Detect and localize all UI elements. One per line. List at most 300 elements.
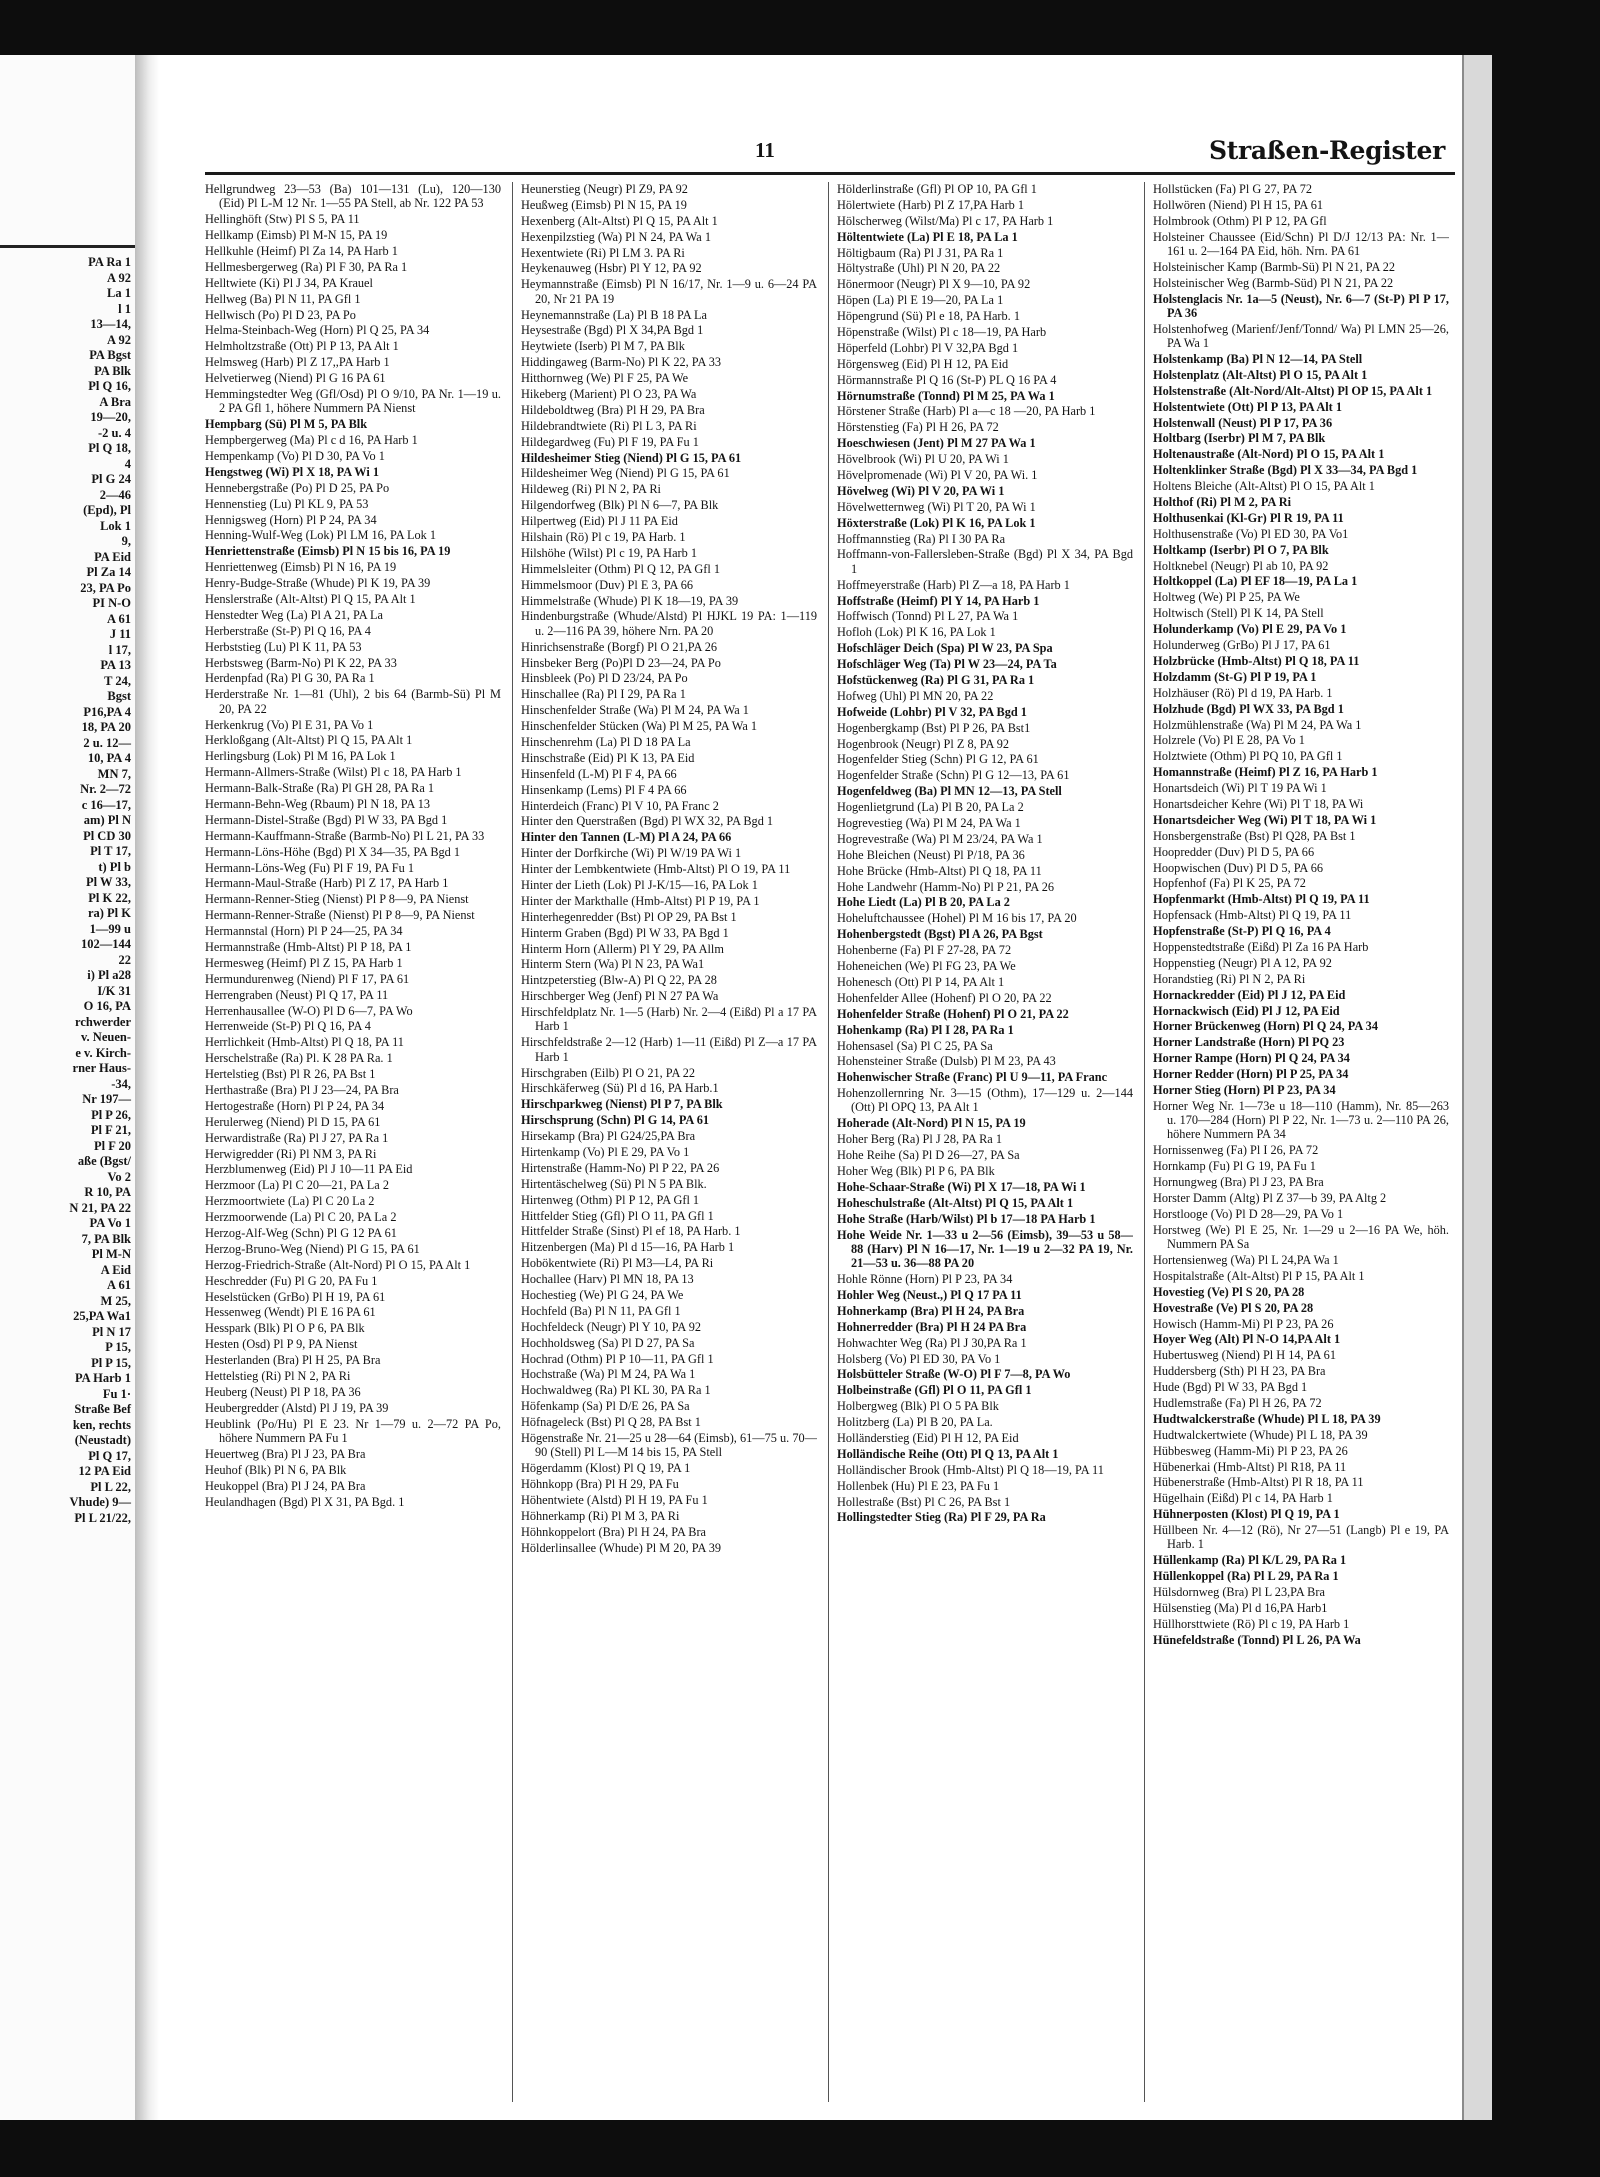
street-entry: Hoffmann-von-Fallersleben-Straße (Bgd) Pl X 34, PA Bgd 1 — [837, 547, 1133, 576]
street-entry: Henning-Wulf-Weg (Lok) Pl LM 16, PA Lok 1 — [205, 528, 436, 543]
street-entry: Hünefeldstraße (Tonnd) Pl L 26, PA Wa — [1153, 1632, 1361, 1647]
street-entry: Hertelstieg (Bst) Pl R 26, PA Bst 1 — [205, 1067, 376, 1082]
street-entry: Höfnageleck (Bst) Pl Q 28, PA Bst 1 — [521, 1415, 701, 1430]
street-entry: Holthof (Ri) Pl M 2, PA Ri — [1153, 495, 1292, 510]
street-entry: Horner Landstraße (Horn) Pl PQ 23 — [1153, 1035, 1345, 1050]
street-entry: Hüllbeen Nr. 4—12 (Rö), Nr 27—51 (Langb) Pl e 19, PA Harb. 1 — [1153, 1523, 1449, 1552]
street-entry: Hohler Weg (Neust.,) Pl Q 17 PA 11 — [837, 1287, 1022, 1302]
street-entry: Hellgrundweg 23—53 (Ba) 101—131 (Lu), 120—130 (Eid) Pl L-M 12 Nr. 1—55 PA Stell, ab Nr. 122 PA 53 — [205, 182, 501, 211]
fragment-line: i) Pl a28 — [87, 968, 131, 982]
fragment-line: 18, PA 20 — [81, 720, 131, 734]
fragment-line: PA Bgst — [89, 348, 131, 362]
street-entry: Hennebergstraße (Po) Pl D 25, PA Po — [205, 480, 390, 495]
street-entry: Heselstücken (GrBo) Pl H 19, PA 61 — [205, 1289, 386, 1304]
fragment-line: Pl P 15, — [91, 1355, 131, 1370]
street-entry: Hoher Berg (Ra) Pl J 28, PA Ra 1 — [837, 1132, 1002, 1147]
street-entry: Hoppenstedtstraße (Eißd) Pl Za 16 PA Harb — [1153, 939, 1369, 954]
street-entry: Hölderlinstraße (Gfl) Pl OP 10, PA Gfl 1 — [837, 182, 1037, 196]
street-entry: Herwigredder (Ri) Pl NM 3, PA Ri — [205, 1146, 377, 1161]
street-entry: Hohenfelder Straße (Hohenf) Pl O 21, PA 22 — [837, 1006, 1069, 1021]
street-entry: Hinter der Markthalle (Hmb-Altst) Pl P 19, PA 1 — [521, 893, 760, 908]
street-entry: Holstenplatz (Alt-Altst) Pl O 15, PA Alt 1 — [1153, 367, 1368, 382]
street-entry: Himmelsmoor (Duv) Pl E 3, PA 66 — [521, 577, 694, 592]
street-entry: Hoyer Weg (Alt) Pl N-O 14,PA Alt 1 — [1153, 1332, 1341, 1347]
previous-page-header-rule — [0, 245, 135, 248]
fragment-line: PA Vo 1 — [89, 1216, 131, 1230]
street-entry: Hüllenkoppel (Ra) Pl L 29, PA Ra 1 — [1153, 1569, 1339, 1584]
street-entry: Holzbrücke (Hmb-Altst) Pl Q 18, PA 11 — [1153, 653, 1360, 668]
street-entry: Holtenklinker Straße (Bgd) Pl X 33—34, PA Bgd 1 — [1153, 463, 1418, 478]
fragment-line: Pl CD 30 — [83, 828, 131, 843]
fragment-line: v. Neuen- — [81, 1030, 131, 1044]
fragment-line: Pl Q 16, — [88, 379, 131, 393]
street-entry: Holstenkamp (Ba) Pl N 12—14, PA Stell — [1153, 352, 1363, 367]
fragment-line: Pl N 17 — [92, 1324, 131, 1339]
street-entry: Howisch (Hamm-Mi) Pl P 23, PA 26 — [1153, 1316, 1334, 1331]
fragment-line: T 24, — [104, 673, 131, 688]
scan-border-right — [1490, 0, 1600, 2177]
street-entry: Hölderlinsallee (Whude) Pl M 20, PA 39 — [521, 1540, 722, 1555]
street-entry: Höltigbaum (Ra) Pl J 31, PA Ra 1 — [837, 245, 1004, 260]
street-entry: Hitzenbergen (Ma) Pl d 15—16, PA Harb 1 — [521, 1240, 735, 1255]
street-entry: Holstenstraße (Alt-Nord/Alt-Altst) Pl OP 15, PA Alt 1 — [1153, 383, 1433, 398]
fragment-line: A Eid — [100, 1262, 131, 1277]
street-entry: Hövelwetternweg (Wi) Pl T 20, PA Wi 1 — [837, 499, 1036, 514]
street-entry: Herzblumenweg (Eid) Pl J 10—11 PA Eid — [205, 1162, 413, 1177]
fragment-line: P16,PA 4 — [83, 704, 131, 719]
street-entry: Hofstückenweg (Ra) Pl G 31, PA Ra 1 — [837, 673, 1035, 688]
street-entry: Hogenbergkamp (Bst) Pl P 26, PA Bst1 — [837, 720, 1031, 735]
street-entry: Hoeschwiesen (Jent) Pl M 27 PA Wa 1 — [837, 436, 1036, 451]
street-entry: Hogrevestraße (Wa) Pl M 23/24, PA Wa 1 — [837, 831, 1043, 846]
street-entry: Hinter der Dorfkirche (Wi) Pl W/19 PA Wi 1 — [521, 846, 742, 861]
street-entry: Hildeweg (Ri) Pl N 2, PA Ri — [521, 482, 661, 497]
street-entry: Herdenpfad (Ra) Pl G 30, PA Ra 1 — [205, 671, 375, 686]
street-entry: Hochrad (Othm) Pl P 10—11, PA Gfl 1 — [521, 1351, 714, 1366]
street-entry: Hogenfelder Stieg (Schn) Pl G 12, PA 61 — [837, 752, 1039, 767]
street-entry: Heuhof (Blk) Pl N 6, PA Blk — [205, 1462, 347, 1477]
street-entry: Hohnerkamp (Bra) Pl H 24, PA Bra — [837, 1303, 1025, 1318]
fragment-line: aße (Bgst/ — [77, 1154, 131, 1168]
fragment-line: 1—99 u — [89, 921, 131, 936]
street-entry: Honartsdeicher Kehre (Wi) Pl T 18, PA Wi — [1153, 796, 1364, 811]
street-entry: Hermann-Löns-Höhe (Bgd) Pl X 34—35, PA Bgd 1 — [205, 844, 461, 859]
fragment-line: (Neustadt) — [74, 1433, 131, 1447]
street-entry: Holländische Reihe (Ott) Pl Q 13, PA Alt 1 — [837, 1446, 1059, 1461]
street-entry: Hörnumstraße (Tonnd) Pl M 25, PA Wa 1 — [837, 388, 1055, 403]
street-entry: Holunderkamp (Vo) Pl E 29, PA Vo 1 — [1153, 622, 1347, 637]
street-entry: Hude (Bgd) Pl W 33, PA Bgd 1 — [1153, 1380, 1308, 1395]
fragment-line: N 21, PA 22 — [69, 1200, 131, 1215]
street-entry: Heuertweg (Bra) Pl J 23, PA Bra — [205, 1446, 366, 1461]
street-entry: Hohe Liedt (La) Pl B 20, PA La 2 — [837, 895, 1010, 910]
street-entry: Hinschallee (Ra) Pl I 29, PA Ra 1 — [521, 687, 686, 702]
fragment-line: t) Pl b — [98, 859, 131, 874]
street-entry: Herkloßgang (Alt-Altst) Pl Q 15, PA Alt 1 — [205, 733, 413, 748]
fragment-line: A Bra — [99, 394, 131, 409]
street-entry: Horner Stieg (Horn) Pl P 23, PA 34 — [1153, 1082, 1336, 1097]
street-entry: Holzmühlenstraße (Wa) Pl M 24, PA Wa 1 — [1153, 717, 1362, 732]
street-entry: Hildesheimer Weg (Niend) Pl G 15, PA 61 — [521, 466, 730, 481]
street-entry: Heymannstraße (Eimsb) Pl N 16/17, Nr. 1—9 u. 6—24 PA 20, Nr 21 PA 19 — [521, 277, 817, 306]
street-entry: Hermannstal (Horn) Pl P 24—25, PA 34 — [205, 924, 403, 939]
previous-page-text-fragments — [0, 255, 135, 1526]
fragment-line: A 61 — [107, 611, 131, 626]
street-entry: Hempbergerweg (Ma) Pl c d 16, PA Harb 1 — [205, 433, 418, 448]
street-entry: Hinschenfelder Straße (Wa) Pl M 24, PA Wa 1 — [521, 703, 749, 718]
street-entry: Holsberg (Vo) Pl ED 30, PA Vo 1 — [837, 1351, 1001, 1366]
fragment-line: R 10, PA — [84, 1185, 131, 1199]
street-entry: Hochallee (Harv) Pl MN 18, PA 13 — [521, 1272, 694, 1287]
street-entry: Hempbarg (Sü) Pl M 5, PA Blk — [205, 417, 368, 432]
street-entry: Hermann-Kauffmann-Straße (Barmb-No) Pl L 21, PA 33 — [205, 828, 485, 843]
street-entry: Herrengraben (Neust) Pl Q 17, PA 11 — [205, 987, 389, 1002]
fragment-line: Bgst — [107, 689, 131, 703]
street-entry: Holsbütteler Straße (W-O) Pl F 7—8, PA Wo — [837, 1367, 1071, 1382]
street-entry: Hohenesch (Ott) Pl P 14, PA Alt 1 — [837, 974, 1005, 989]
street-entry: Hoopwischen (Duv) Pl D 5, PA 66 — [1153, 860, 1324, 875]
street-entry: Hirtenweg (Othm) Pl P 12, PA Gfl 1 — [521, 1192, 700, 1207]
fragment-line: 19—20, — [90, 410, 131, 424]
street-entry: Himmelstraße (Whude) Pl K 18—19, PA 39 — [521, 593, 739, 608]
street-entry: Hengstweg (Wi) Pl X 18, PA Wi 1 — [205, 464, 379, 479]
street-entry: Hochfeld (Ba) Pl N 11, PA Gfl 1 — [521, 1303, 681, 1318]
street-entry: Hövelbrook (Wi) Pl U 20, PA Wi 1 — [837, 452, 1009, 467]
column-divider — [1144, 182, 1145, 2102]
street-entry: Höpenstraße (Wilst) Pl c 18—19, PA Harb — [837, 325, 1047, 340]
street-entry: Höhnkoppelort (Bra) Pl H 24, PA Bra — [521, 1524, 707, 1539]
fragment-line: Pl L 22, — [90, 1479, 131, 1494]
street-entry: Hülsenstieg (Ma) Pl d 16,PA Harb1 — [1153, 1601, 1328, 1615]
fragment-line: Lok 1 — [100, 518, 131, 533]
street-entry: Hornkamp (Fu) Pl G 19, PA Fu 1 — [1153, 1159, 1316, 1174]
street-entry: Holtens Bleiche (Alt-Altst) Pl O 15, PA Alt 1 — [1153, 479, 1375, 494]
street-entry: Hopfenhof (Fa) Pl K 25, PA 72 — [1153, 876, 1306, 891]
street-entry: Holsteiner Chaussee (Eid/Schn) Pl D/J 12/13 PA: Nr. 1—161 u. 2—164 PA Eid, höh. Nrn. PA 61 — [1153, 229, 1449, 258]
street-entry: Horner Weg Nr. 1—73e u 18—110 (Hamm), Nr. 85—263 u. 170—284 (Horn) Pl P 22, Nr. 1—73 u. 2—110 PA 26, höhere Nummern PA 34 — [1153, 1098, 1449, 1142]
fragment-line: ra) Pl K — [87, 906, 131, 920]
street-entry: Hirsekamp (Bra) Pl G24/25,PA Bra — [521, 1129, 696, 1144]
street-entry: Höxterstraße (Lok) Pl K 16, PA Lok 1 — [837, 515, 1036, 530]
fragment-line: Pl Q 17, — [88, 1448, 131, 1463]
street-entry: Hohle Rönne (Horn) Pl P 23, PA 34 — [837, 1272, 1013, 1287]
fragment-line: Pl F 21, — [90, 1123, 131, 1137]
street-entry: Hildeboldtweg (Bra) Pl H 29, PA Bra — [521, 402, 705, 417]
street-entry: Herzmoortwiete (La) Pl C 20 La 2 — [205, 1194, 375, 1209]
street-entry: Hofweg (Uhl) Pl MN 20, PA 22 — [837, 688, 994, 703]
street-entry: Hexenpilzstieg (Wa) Pl N 24, PA Wa 1 — [521, 229, 711, 244]
street-entry: Horstlooge (Vo) Pl D 28—29, PA Vo 1 — [1153, 1206, 1344, 1221]
street-entry: Hindenburgstraße (Whude/Alstd) Pl HJKL 19 PA: 1—119 u. 2—116 PA 39, höhere Nrn. PA 20 — [521, 609, 817, 638]
street-entry: Helma-Steinbach-Weg (Horn) Pl Q 25, PA 34 — [205, 323, 430, 338]
street-entry: Hinter der Lembkentwiete (Hmb-Altst) Pl O 19, PA 11 — [521, 862, 791, 877]
street-entry: Hochfeldeck (Neugr) Pl Y 10, PA 92 — [521, 1319, 701, 1334]
street-entry: Hölertwiete (Harb) Pl Z 17,PA Harb 1 — [837, 197, 1025, 212]
street-entry: Holtweg (We) Pl P 25, PA We — [1153, 590, 1300, 605]
street-entry: Herkenkrug (Vo) Pl E 31, PA Vo 1 — [205, 717, 374, 732]
street-entry: Höperfeld (Lohbr) Pl V 32,PA Bgd 1 — [837, 340, 1019, 355]
street-entry: Hospitalstraße (Alt-Altst) Pl P 15, PA Alt 1 — [1153, 1268, 1365, 1283]
street-entry: Hellwisch (Po) Pl D 23, PA Po — [205, 307, 356, 322]
street-entry: Hohenzollernring Nr. 3—15 (Othm), 17—129 u. 2—144 (Ott) Pl OPQ 13, PA Alt 1 — [837, 1086, 1133, 1115]
street-entry: Holländischer Brook (Hmb-Altst) Pl Q 18—19, PA 11 — [837, 1462, 1104, 1477]
fragment-line: La 1 — [107, 286, 131, 300]
fragment-line: Vhude) 9— — [69, 1495, 131, 1509]
street-entry: Holstenwall (Neust) Pl P 17, PA 36 — [1153, 415, 1333, 430]
register-page — [205, 100, 1455, 2110]
street-entry: Hirschberger Weg (Jenf) Pl N 27 PA Wa — [521, 989, 719, 1004]
street-entry: Hennenstieg (Lu) Pl KL 9, PA 53 — [205, 496, 369, 511]
street-entry: Hogenfeldweg (Ba) Pl MN 12—13, PA Stell — [837, 784, 1062, 799]
street-entry: Hirschfeldstraße 2—12 (Harb) 1—11 (Eißd) Pl Z—a 17 PA Harb 1 — [521, 1035, 817, 1064]
street-entry: Hoffstraße (Heimf) Pl Y 14, PA Harb 1 — [837, 593, 1040, 608]
fragment-line: 2—46 — [99, 487, 131, 502]
street-entry: Höhnerkamp (Ri) Pl M 3, PA Ri — [521, 1508, 680, 1523]
street-entry: Holtknebel (Neugr) Pl ab 10, PA 92 — [1153, 558, 1329, 573]
street-entry: Horner Rampe (Horn) Pl Q 24, PA 34 — [1153, 1051, 1350, 1066]
street-entry: Herwardistraße (Ra) Pl J 27, PA Ra 1 — [205, 1130, 389, 1145]
street-entry: Heublink (Po/Hu) Pl E 23. Nr 1—79 u. 2—72 PA Po, höhere Nummern PA Fu 1 — [205, 1416, 501, 1445]
street-entry: Hühnerposten (Klost) Pl Q 19, PA 1 — [1153, 1507, 1340, 1522]
street-entry: Herthastraße (Bra) Pl J 23—24, PA Bra — [205, 1082, 399, 1097]
street-entry: Hornackwisch (Eid) Pl J 12, PA Eid — [1153, 1003, 1340, 1018]
street-entry: Hiddingaweg (Barm-No) Pl K 22, PA 33 — [521, 355, 722, 370]
street-entry: Hermann-Balk-Straße (Ra) Pl GH 28, PA Ra 1 — [205, 781, 435, 796]
fragment-line: M 25, — [100, 1293, 131, 1308]
street-entry: Hinterhegenredder (Bst) Pl OP 29, PA Bst 1 — [521, 909, 737, 924]
street-entry: Hitthornweg (We) Pl F 25, PA We — [521, 371, 689, 386]
street-entry: Henriettenstraße (Eimsb) Pl N 15 bis 16, PA 19 — [205, 544, 451, 559]
fragment-line: 12 PA Eid — [78, 1464, 131, 1478]
street-entry: Hinschstraße (Eid) Pl K 13, PA Eid — [521, 750, 695, 765]
street-entry: Hinsbeker Berg (Po)Pl D 23—24, PA Po — [521, 655, 721, 670]
street-entry: Holtbarg (Iserbr) Pl M 7, PA Blk — [1153, 431, 1326, 446]
street-entry: Hinter den Querstraßen (Bgd) Pl WX 32, PA Bgd 1 — [521, 814, 774, 829]
street-entry: Herlingsburg (Lok) Pl M 16, PA Lok 1 — [205, 749, 396, 764]
fragment-line: 9, — [121, 534, 131, 548]
street-entry: Högenstraße Nr. 21—25 u 28—64 (Eimsb), 61—75 u. 70—90 (Stell) Pl L—M 14 bis 15, PA Stell — [521, 1430, 817, 1460]
fragment-line: l 17, — [108, 642, 131, 657]
street-entry: Hinrichsenstraße (Borgf) Pl O 21,PA 26 — [521, 639, 718, 654]
street-entry: Holzrele (Vo) Pl E 28, PA Vo 1 — [1153, 733, 1305, 748]
street-entry: Hövelpromenade (Wi) Pl V 20, PA Wi. 1 — [837, 468, 1038, 483]
fragment-line: J 11 — [109, 627, 131, 641]
street-entry: Honartsdeicher Weg (Wi) Pl T 18, PA Wi 1 — [1153, 812, 1377, 827]
fragment-line: PA Blk — [94, 363, 131, 378]
street-entry: Helmsweg (Harb) Pl Z 17,,PA Harb 1 — [205, 355, 390, 370]
fragment-line: Pl P 26, — [91, 1107, 131, 1122]
street-entry: Högerdamm (Klost) Pl Q 19, PA 1 — [521, 1461, 691, 1476]
scan-border-top — [0, 0, 1600, 55]
header-rule — [205, 172, 1455, 175]
street-entry: Hörstenstieg (Fa) Pl H 26, PA 72 — [837, 420, 999, 435]
street-entry: Hofweide (Lohbr) Pl V 32, PA Bgd 1 — [837, 704, 1027, 719]
street-entry: Hollwören (Niend) Pl H 15, PA 61 — [1153, 197, 1323, 212]
street-entry: Horster Damm (Altg) Pl Z 37—b 39, PA Altg 2 — [1153, 1191, 1387, 1206]
street-entry: Hermannstraße (Hmb-Altst) Pl P 18, PA 1 — [205, 939, 412, 954]
street-entry: Hermann-Behn-Weg (Rbaum) Pl N 18, PA 13 — [205, 796, 430, 811]
street-entry: Hohnerredder (Bra) Pl H 24 PA Bra — [837, 1319, 1027, 1334]
street-entry: Holunderweg (GrBo) Pl J 17, PA 61 — [1153, 638, 1331, 653]
street-entry: Hirschparkweg (Nienst) Pl P 7, PA Blk — [521, 1097, 723, 1112]
street-entry: Holbeinstraße (Gfl) Pl O 11, PA Gfl 1 — [837, 1383, 1032, 1398]
street-entry: Hirtentäschelweg (Sü) Pl N 5 PA Blk. — [521, 1176, 707, 1191]
street-entry: Hoher Weg (Blk) Pl P 6, PA Blk — [837, 1164, 995, 1179]
street-entry: Heulandhagen (Bgd) Pl X 31, PA Bgd. 1 — [205, 1494, 405, 1509]
street-entry: Hoffwisch (Tonnd) Pl L 27, PA Wa 1 — [837, 609, 1019, 624]
fragment-line: Pl M-N — [91, 1247, 131, 1261]
street-entry: Horner Brückenweg (Horn) Pl Q 24, PA 34 — [1153, 1019, 1378, 1034]
street-entry: Hinsenkamp (Lems) Pl F 4 PA 66 — [521, 782, 687, 797]
page-number: 11 — [755, 138, 775, 162]
street-entry: Hohe Straße (Harb/Wilst) Pl b 17—18 PA Harb 1 — [837, 1211, 1096, 1226]
street-entry: Hohenkamp (Ra) Pl I 28, PA Ra 1 — [837, 1022, 1014, 1037]
street-entry: Heykenauweg (Hsbr) Pl Y 12, PA 92 — [521, 261, 702, 276]
street-entry: Höhentwiete (Alstd) Pl H 19, PA Fu 1 — [521, 1492, 708, 1507]
fragment-line: Pl Za 14 — [86, 565, 131, 579]
street-entry: Hoffmannstieg (Ra) Pl I 30 PA Ra — [837, 531, 1006, 546]
street-entry: Hornackredder (Eid) Pl J 12, PA Eid — [1153, 987, 1346, 1002]
fragment-line: P 15, — [105, 1340, 131, 1354]
street-entry: Hellkuhle (Heimf) Pl Za 14, PA Harb 1 — [205, 243, 398, 258]
street-entry: Hornissenweg (Fa) Pl I 26, PA 72 — [1153, 1143, 1319, 1158]
street-entry: Hirtenkamp (Vo) Pl E 29, PA Vo 1 — [521, 1144, 690, 1159]
street-entry: Hirschfeldplatz Nr. 1—5 (Harb) Nr. 2—4 (Eißd) Pl a 17 PA Harb 1 — [521, 1005, 817, 1034]
street-entry: Holthusenkai (Kl-Gr) Pl R 19, PA 11 — [1153, 510, 1344, 525]
street-entry: Hochholdsweg (Sa) Pl D 27, PA Sa — [521, 1335, 695, 1350]
street-entry: Herderstraße Nr. 1—81 (Uhl), 2 bis 64 (Barmb-Sü) Pl M 20, PA 22 — [205, 687, 501, 716]
street-entry: Hudtwalckertwiete (Whude) Pl L 18, PA 39 — [1153, 1427, 1368, 1442]
street-entry: Hörgensweg (Eid) Pl H 12, PA Eid — [837, 356, 1009, 371]
street-entry: Hohenberne (Fa) Pl F 27-28, PA 72 — [837, 943, 1012, 958]
fragment-line: l 1 — [118, 301, 131, 316]
street-entry: Herzog-Bruno-Weg (Niend) Pl G 15, PA 61 — [205, 1241, 420, 1256]
street-entry: Hüllhorsttwiete (Rö) Pl c 19, PA Harb 1 — [1153, 1616, 1350, 1631]
street-entry: Hirschsprung (Schn) Pl G 14, PA 61 — [521, 1113, 710, 1128]
fragment-line: rchwerder — [75, 1014, 131, 1029]
street-entry: Herzmoor (La) Pl C 20—21, PA La 2 — [205, 1178, 389, 1193]
street-entry: Hesspark (Blk) Pl O P 6, PA Blk — [205, 1321, 365, 1336]
street-entry: Herbstsweg (Barm-No) Pl K 22, PA 33 — [205, 655, 397, 670]
street-entry: Hexenberg (Alt-Altst) Pl Q 15, PA Alt 1 — [521, 213, 718, 228]
street-entry: Hüllenkamp (Ra) Pl K/L 29, PA Ra 1 — [1153, 1553, 1347, 1568]
fragment-line: e v. Kirch- — [75, 1045, 131, 1060]
street-entry: Hermann-Distel-Straße (Bgd) Pl W 33, PA Bgd 1 — [205, 812, 448, 827]
street-entry: Holstenhofweg (Marienf/Jenf/Tonnd/ Wa) Pl LMN 25—26, PA Wa 1 — [1153, 321, 1449, 351]
fragment-line: Pl Q 18, — [88, 441, 131, 455]
street-entry: Hohwachter Weg (Ra) Pl J 30,PA Ra 1 — [837, 1335, 1027, 1350]
street-entry: Holstentwiete (Ott) Pl P 13, PA Alt 1 — [1153, 399, 1342, 414]
street-entry: Hohenwischer Straße (Franc) Pl U 9—11, PA Franc — [837, 1070, 1108, 1085]
street-entry: Holtkamp (Iserbr) Pl O 7, PA Blk — [1153, 542, 1329, 557]
street-entry: Horstweg (We) Pl E 25, Nr. 1—29 u 2—16 PA We, höh. Nummern PA Sa — [1153, 1222, 1449, 1252]
street-entry: Hügelhain (Eißd) Pl c 14, PA Harb 1 — [1153, 1491, 1333, 1506]
street-entry: Hermann-Löns-Weg (Fu) Pl F 19, PA Fu 1 — [205, 860, 414, 875]
street-entry: Hinter der Lieth (Lok) Pl J-K/15—16, PA Lok 1 — [521, 878, 758, 892]
street-entry: Holzhäuser (Rö) Pl d 19, PA Harb. 1 — [1153, 685, 1333, 700]
street-entry: Hohe Reihe (Sa) Pl D 26—27, PA Sa — [837, 1148, 1020, 1163]
fragment-line: Nr 197— — [82, 1092, 131, 1106]
street-entry: Hinter den Tannen (L-M) Pl A 24, PA 66 — [521, 830, 732, 845]
fragment-line: Nr. 2—72 — [80, 782, 131, 796]
street-entry: Hopfenstraße (St-P) Pl Q 16, PA 4 — [1153, 924, 1331, 939]
street-entry: Hilshain (Rö) Pl c 19, PA Harb. 1 — [521, 530, 686, 544]
street-entry: Hohenbergstedt (Bgst) Pl A 26, PA Bgst — [837, 927, 1043, 942]
street-entry: Hermesweg (Heimf) Pl Z 15, PA Harb 1 — [205, 955, 403, 970]
street-entry: Hempenkamp (Vo) Pl D 30, PA Vo 1 — [205, 448, 385, 463]
street-entry: Hudtwalckerstraße (Whude) Pl L 18, PA 39 — [1153, 1411, 1381, 1426]
street-entry: Henry-Budge-Straße (Whude) Pl K 19, PA 39 — [205, 576, 431, 591]
street-entry: Hinschenfelder Stücken (Wa) Pl M 25, PA Wa 1 — [521, 719, 758, 734]
street-entry: Heukoppel (Bra) Pl J 24, PA Bra — [205, 1478, 366, 1493]
street-entry: Hoheluftchaussee (Hohel) Pl M 16 bis 17, PA 20 — [837, 911, 1077, 926]
street-entry: Hortensienweg (Wa) Pl L 24,PA Wa 1 — [1153, 1253, 1339, 1267]
street-entry: Hohe Weide Nr. 1—33 u 2—56 (Eimsb), 39—53 u 58—88 (Harv) Pl N 16—17, Nr. 1—19 u 2—32 PA 19, Nr. 21—53 u. 36—88 PA 20 — [837, 1227, 1133, 1271]
street-entry: Hesten (Osd) Pl P 9, PA Nienst — [205, 1337, 358, 1352]
street-entry: Höltystraße (Uhl) Pl N 20, PA 22 — [837, 261, 1001, 276]
street-entry: Heunerstieg (Neugr) Pl Z9, PA 92 — [521, 182, 688, 196]
street-entry: Hülsdornweg (Bra) Pl L 23,PA Bra — [1153, 1585, 1325, 1600]
fragment-line: Vo 2 — [107, 1169, 131, 1184]
street-entry: Hubertusweg (Niend) Pl H 14, PA 61 — [1153, 1348, 1336, 1363]
street-entry: Herzog-Friedrich-Straße (Alt-Nord) Pl O 15, PA Alt 1 — [205, 1257, 471, 1272]
street-entry: Hohe-Schaar-Straße (Wi) Pl X 17—18, PA Wi 1 — [837, 1179, 1086, 1194]
street-entry: Hilpertweg (Eid) Pl J 11 PA Eid — [521, 514, 678, 529]
street-entry: Hopfensack (Hmb-Altst) Pl Q 19, PA 11 — [1153, 908, 1352, 923]
book-page-edges — [1462, 55, 1492, 2120]
street-entry: Hollestraße (Bst) Pl C 26, PA Bst 1 — [837, 1494, 1011, 1509]
street-entry: Hollstücken (Fa) Pl G 27, PA 72 — [1153, 182, 1313, 196]
previous-page-fragment — [0, 55, 136, 2120]
fragment-line: c 16—17, — [81, 797, 131, 812]
street-entry: Hovestraße (Ve) Pl S 20, PA 28 — [1153, 1300, 1314, 1315]
street-entry: Hübenerkai (Hmb-Altst) Pl R18, PA 11 — [1153, 1459, 1347, 1474]
street-entry: Hinterm Graben (Bgd) Pl W 33, PA Bgd 1 — [521, 925, 729, 940]
street-entry: Hornungweg (Bra) Pl J 23, PA Bra — [1153, 1175, 1324, 1190]
street-entry: Hofloh (Lok) Pl K 16, PA Lok 1 — [837, 625, 996, 640]
street-entry: Hexentwiete (Ri) Pl LM 3. PA Ri — [521, 245, 685, 260]
register-column-3 — [837, 182, 1133, 2102]
street-entry: Hermann-Renner-Stieg (Nienst) Pl P 8—9, PA Nienst — [205, 892, 469, 907]
page-header — [205, 100, 1455, 170]
fragment-line: PA 13 — [100, 658, 131, 672]
fragment-line: ken, rechts — [72, 1417, 131, 1432]
street-entry: Hölscherweg (Wilst/Ma) Pl c 17, PA Harb 1 — [837, 213, 1054, 228]
street-register-columns — [205, 182, 1455, 2102]
fragment-line: PI N-O — [92, 596, 131, 610]
column-divider — [512, 182, 513, 2102]
street-entry: Holthusenstraße (Vo) Pl ED 30, PA Vo1 — [1153, 526, 1349, 541]
fragment-line: 4 — [124, 456, 131, 471]
street-entry: Hertogestraße (Horn) Pl P 24, PA 34 — [205, 1098, 385, 1113]
street-entry: Holbergweg (Blk) Pl O 5 PA Blk — [837, 1399, 999, 1414]
fragment-line: 102—144 — [81, 937, 131, 951]
street-entry: Hildesheimer Stieg (Niend) Pl G 15, PA 61 — [521, 450, 742, 465]
page-title: Straßen-Register — [1209, 136, 1445, 165]
street-entry: Hogenbrook (Neugr) Pl Z 8, PA 92 — [837, 736, 1010, 751]
street-entry: Heynemannstraße (La) Pl B 18 PA La — [521, 307, 708, 322]
fragment-line: Pl T 17, — [90, 844, 131, 858]
street-entry: Hollenbek (Hu) Pl E 23, PA Fu 1 — [837, 1478, 1000, 1493]
street-entry: Herrenweide (St-P) Pl Q 16, PA 4 — [205, 1019, 371, 1034]
street-entry: Helvetierweg (Niend) Pl G 16 PA 61 — [205, 371, 386, 386]
street-entry: Herrenhausallee (W-O) Pl D 6—7, PA Wo — [205, 1003, 413, 1018]
street-entry: Hirschgraben (Eilb) Pl O 21, PA 22 — [521, 1065, 696, 1080]
street-entry: Hogenfelder Straße (Schn) Pl G 12—13, PA 61 — [837, 768, 1070, 783]
street-entry: Hohensasel (Sa) Pl C 25, PA Sa — [837, 1038, 993, 1053]
street-entry: Henslerstraße (Alt-Altst) Pl Q 15, PA Alt 1 — [205, 591, 416, 606]
street-entry: Hochstraße (Wa) Pl M 24, PA Wa 1 — [521, 1367, 696, 1382]
